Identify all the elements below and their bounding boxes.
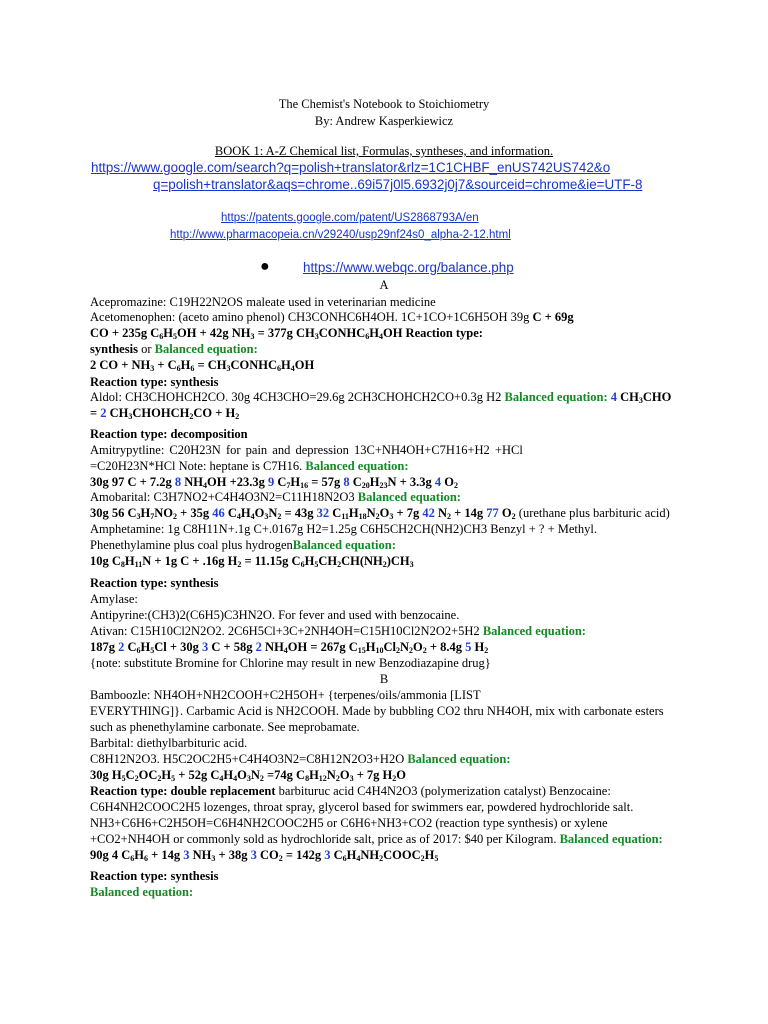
entry-line: Antipyrine:(CH3)2(C6H5)C3HN2O. For fever and used with benzocaine. [90,608,460,622]
reaction-type: Reaction type: synthesis [90,576,219,590]
book-heading: BOOK 1: A-Z Chemical list, Formulas, syntheses, and information. [214,144,554,158]
entry-line: 30g 97 C + 7.2g 8 $NH_4OH +23.3g$ 9 $C_7H_{16} = 57g$ 8 $C_{20}H_{23}N + 3.3g$ 4 $O_2$ [90,475,459,490]
entry-line: EVERYTHING]}. Carbamic Acid is NH2COOH. Made by bubbling CO2 thru NH4OH, mix with carbonate esters [90,704,664,718]
balanced-equation-label: Balanced equation: [90,885,194,899]
webqc-link[interactable]: https://www.webqc.org/balance.php [303,260,514,275]
entry-line: Acetomenophen: (aceto amino phenol) CH3CONHC6H4OH. 1C+1CO+1C6H5OH 39g C + 69g [90,310,574,324]
entry-line: Ativan: C15H10Cl2N2O2. 2C6H5Cl+3C+2NH4OH=C15H10Cl2N2O2+5H2 Balanced equation: [90,624,586,638]
entry-line: Barbital: diethylbarbituric acid. [90,736,248,750]
entry-line: Bamboozle: NH4OH+NH2COOH+C2H5OH+ {terpenes/oils/ammonia [LIST [90,688,481,702]
entry-line: 30g $H_5C_2OC_2H_5 + 52g$ $C_4H_4O_3N_2 =74g$ $C_8H_{12}N_2O_3 + 7g$ $H_2O$ [90,768,407,783]
section-heading-b: B [379,672,389,686]
patent-link[interactable]: https://patents.google.com/patent/US2868793A/en [221,212,479,224]
entry-line: C8H12N2O3. H5C2OC2H5+C4H4O3N2=C8H12N2O3+H2O Balanced equation: [90,752,511,766]
entry-line: 10g $C_8H_{11}N + 1g$ C + .16g $H_2 = 11.15g$ $C_6H_5CH_2CH(NH_2)CH_3$ [90,554,414,569]
entry-line: Amylase: [90,592,138,606]
entry-line: Amitrypytline: C20H23N for pain and depression 13C+NH4OH+C7H16+H2 +HCl [90,443,523,457]
reaction-type: Reaction type: synthesis [90,869,219,883]
reaction-type: Reaction type: synthesis [90,375,219,389]
entry-line: = 2 $CH_3CHOHCH_2CO + H_2$ [90,406,240,421]
bullet-icon: ● [260,258,270,275]
entry-line: Amobarital: C3H7NO2+C4H4O3N2=C11H18N2O3 Balanced equation: [90,490,461,504]
entry-line: +CO2+NH4OH or commonly sold as hydrochloride salt, price as of 2017: $40 per Kilogram. Balanced equation: [90,832,663,846]
entry-line: 30g 56 $C_3H_7NO_2 + 35g$ 46 $C_4H_4O_3N_2 = 43g$ 32 $C_{11}H_{18}N_2O_3 + 7g$ 42 $N_2 + 14g$ 77 $O_2$ (urethane plus barbituric acid) [90,506,670,521]
reaction-type: Reaction type: decomposition [90,427,248,441]
entry-line: synthesis or Balanced equation: [90,342,258,356]
google-link-2[interactable]: q=polish+translator&aqs=chrome..69i57j0l5.6932j0j7&sourceid=chrome&ie=UTF-8 [153,177,643,192]
pharmacopeia-link[interactable]: http://www.pharmacopeia.cn/v29240/usp29nf24s0_alpha-2-12.html [170,229,511,241]
entry-line: Reaction type: double replacement barbituruc acid C4H4N2O3 (polymerization catalyst) Benzocaine: [90,784,611,798]
entry-line: 187g 2 $C_6H_5Cl + 30g$ 3 C + 58g 2 $NH_4OH = 267g$ $C_{15}H_{10}Cl_2N_2O_2 + 8.4g$ 5 $H_2$ [90,640,489,655]
entry-line: Acepromazine: C19H22N2OS maleate used in veterinarian medicine [90,295,436,309]
entry-line: Amphetamine: 1g C8H11N+.1g C+.0167g H2=1.25g C6H5CH2CH(NH2)CH3 Benzyl + ? + Methyl. [90,522,597,536]
google-link-1[interactable]: https://www.google.com/search?q=polish+translator&rlz=1C1CHBF_enUS742US742&o [91,160,611,175]
entry-line: 2 CO + $NH_3 + C_6H_6$ = $CH_3CONHC_6H_4OH$ [90,358,315,373]
section-heading-a: A [379,278,389,292]
entry-line: such as phenethylamine carbonate. See meprobamate. [90,720,360,734]
entry-line: =C20H23N*HCl Note: heptane is C7H16. Balanced equation: [90,459,409,473]
entry-line: C6H4NH2COOC2H5 lozenges, throat spray, glycerol based for swimmers ear, powdered hydrochloride salt. [90,800,634,814]
entry-line: Aldol: CH3CHOHCH2CO. 30g 4CH3CHO=29.6g 2CH3CHOHCH2CO+0.3g H2 Balanced equation: 4 $CH_3CHO$ [90,390,672,405]
entry-line: Phenethylamine plus coal plus hydrogenBalanced equation: [90,538,396,552]
entry-line: NH3+C6H6+C2H5OH=C6H4NH2COOC2H5 or C6H6+NH3+CO2 (reaction type synthesis) or xylene [90,816,608,830]
entry-line: 90g 4 $C_6H_6 + 14g$ 3 $NH_3 + 38g$ 3 $CO_2 = 142g$ 3 $C_6H_4NH_2COOC_2H_5$ [90,848,439,863]
document-title: The Chemist's Notebook to Stoichiometry [278,97,490,111]
entry-line: {note: substitute Bromine for Chlorine may result in new Benzodiazapine drug} [90,656,491,670]
entry-line: CO + 235g $C_6H_5OH + 42g$ $NH_3 = 377g$ $CH_3CONHC_6H_4OH$ Reaction type: [90,326,483,341]
document-author: By: Andrew Kasperkiewicz [314,114,454,128]
